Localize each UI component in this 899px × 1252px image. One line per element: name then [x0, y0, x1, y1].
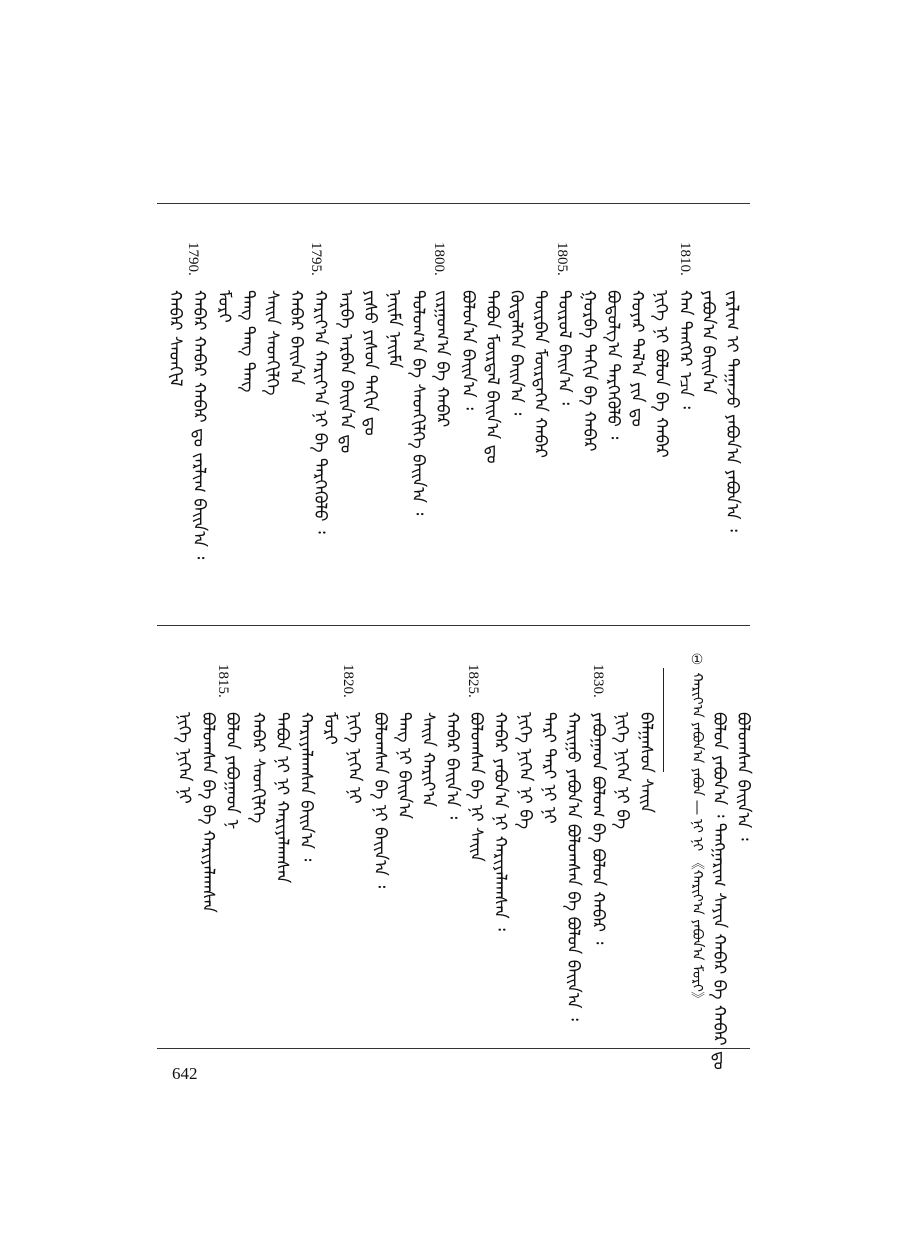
verse-line: ᠬᠠᠪᠠᠷ ᠰᠡᠳᠬᠢᠯ — [165, 290, 185, 387]
verse-line: ᠶᠢᠰᠦ ᠶᠢᠰᠦᠨ ᠳᠠᠬᠢᠨ ᠳᠤ — [360, 290, 380, 436]
verse-line: ᠰᠠᠢ᠌ᠨ ᠰᠡᠳᠬᠢᠯᠭᠡ — [262, 290, 282, 396]
line-number: 1830. — [590, 664, 606, 698]
footnote: ① ᠬᠠᠷᠢᠶ᠎ᠠ ᠶᠠᠪᠤᠨ᠎ᠠ ᠶᠠᠪᠤᠨ ― ᠨᠢ ᠨᠢ 《ᠬᠠᠷᠢᠶ᠎ᠠ ᠶᠠᠪᠤᠨ᠎ᠠ ᠮᠣᠷᠢ》 — [689, 652, 705, 1006]
verse-line: ᠪᠠᠯᠭᠠᠰᠤᠨ ᠰᠠᠢ᠌ᠨ — [636, 712, 656, 814]
verse-line: ᠪᠣᠯᠤᠨ᠎ᠠ ᠪᠠᠢ᠌ᠨ᠎ᠠ ᠄ — [458, 290, 478, 410]
footnote-divider — [663, 668, 664, 772]
verse-line: ᠵᠠᠷᠯᠢᠭ ᠢ ᠳᠠᠭᠠᠵᠤ ᠶᠠᠪᠤᠨ᠎ᠠ ᠶᠠᠪᠤᠨ᠎ᠠ ᠄ — [722, 290, 742, 532]
verse-line: ᠶᠠᠪᠤᠭᠠᠳ ᠪᠤᠯᠤᠭ ᠪᠠ ᠪᠤᠯᠤᠨ ᠬᠠᠪᠠᠷ ᠄ — [588, 712, 608, 945]
verse-line: ᠨᠢᠭᠡ ᠨᠢᠭᠡᠨ ᠨᠢ ᠪᠠ — [515, 712, 535, 830]
verse-line: ᠠᠷᠪᠠ ᠠᠷᠪᠠᠨ ᠪᠠᠢ᠌ᠨ᠎ᠠ ᠳᠤ — [336, 290, 356, 454]
line-number: 1825. — [465, 664, 481, 698]
verse-line: ᠨᠢᠭᠡ ᠨᠢᠭᠡᠨ ᠨᠢ — [174, 712, 194, 804]
line-number: 1800. — [431, 242, 447, 276]
verse-line: ᠲᠠᠷᠢ ᠲᠠᠷᠢ ᠨᠢ ᠨᠢ — [539, 712, 559, 824]
verse-line: ᠪᠣᠯᠤᠭᠰᠠᠨ ᠪᠠ ᠨᠢ ᠪᠠᠢ᠌ᠨ᠎ᠠ ᠄ — [370, 712, 390, 889]
verse-line: ᠰᠠᠢ᠌ᠨ ᠬᠠᠷᠢᠶ᠎ᠠ — [418, 712, 438, 807]
verse-line: ᠳᠥᠷᠪᠡᠨ ᠮᠥᠷᠳᠡᠭᠡᠨ ᠬᠠᠪᠠᠷ — [530, 290, 550, 458]
verse-line: ᠲᠥᠷᠥᠯ ᠪᠠᠢ᠌ᠨ᠎ᠠ ᠄ — [554, 290, 574, 406]
line-number: 1810. — [677, 242, 693, 276]
middle-rule — [157, 625, 750, 626]
verse-line: ᠬᠠᠪᠠᠷ ᠪᠠᠢ᠌ᠨ᠎ᠠ — [286, 290, 306, 385]
verse-line: ᠶᠠᠪᠤᠨ᠎ᠠ ᠪᠠᠢ᠌ᠨ᠎ᠠ — [698, 290, 718, 395]
verse-line: ᠮᠣᠷᠢ — [320, 712, 340, 745]
verse-line: ᠪᠣᠯᠤᠨ ᠶᠠᠪᠤᠨ᠎ᠠ ᠄ ᠲᠠᠩᠭᠠᠷᠢᠭ ᠰᠠᠶᠢᠨ ᠬᠠᠪᠠᠷ ᠪᠠ ᠬᠠᠪᠠᠷ ᠳᠤ — [709, 712, 729, 1070]
verse-line: ᠪᠣᠯᠤᠭᠰᠠᠨ ᠪᠠ ᠪᠠ ᠬᠠᠷᠢᠶᠠᠯᠠᠭᠰᠠᠨ — [198, 712, 218, 913]
top-rule — [157, 203, 750, 204]
verse-line: ᠬᠥᠳᠡᠯᠭᠡᠨ ᠪᠠᠢ᠌ᠨ᠎ᠠ ᠄ — [506, 290, 526, 416]
verse-line: ᠨᠢᠭᠡ ᠨᠢ ᠪᠤᠯᠤᠨ ᠪᠠ ᠬᠠᠪᠠᠷ — [651, 290, 671, 458]
verse-line: ᠬᠠᠷᠢᠶ᠎ᠠ ᠬᠠᠷᠢᠶ᠎ᠠ ᠨᠢ ᠪᠠ ᠲᠡᠷᠭᠡᠭᠦᠯᠦ ᠄ — [310, 290, 330, 534]
line-number: 1820. — [340, 664, 356, 698]
verse-line: ᠪᠣᠯᠤᠭᠰᠠᠨ ᠪᠠ ᠨᠢ ᠰᠠᠢ᠌ᠨ — [466, 712, 486, 862]
verse-line: ᠪᠣᠯᠤᠨ ᠶᠠᠪᠤᠭᠠᠳ ᠨ — [222, 712, 242, 830]
verse-line: ᠪᠣᠯᠤᠭᠰᠠᠨ ᠪᠠᠢ᠌ᠨ᠎ᠠ ᠄ — [733, 712, 753, 841]
verse-line: ᠬᠣᠶᠠᠷ ᠲᠠᠯ᠎ᠠ ᠶᠢᠨ ᠳᠤ — [627, 290, 647, 427]
verse-line: ᠲᠠᠩ ᠨᠢ ᠪᠠᠢ᠌ᠨ᠎ᠠ — [394, 712, 414, 820]
verse-line: ᠲᠠᠪᠤᠨ ᠮᠥᠷᠳᠡᠯ ᠪᠠᠢ᠌ᠨ᠎ᠠ ᠳᠤ — [482, 290, 502, 464]
page-number: 642 — [172, 1064, 198, 1083]
verse-line: ᠬᠠᠷᠢᠶᠠᠯᠠᠭᠰᠠᠨ ᠪᠠᠢ᠌ᠨ᠎ᠠ ᠄ — [296, 712, 316, 862]
verse-line: ᠭᠤᠷᠪᠠ ᠳᠠᠬᠢᠨ ᠪᠠ ᠬᠠᠪᠠᠷ — [579, 290, 599, 452]
verse-line: ᠬᠠᠷᠢᠭᠤ ᠶᠠᠪᠤᠨ᠎ᠠ ᠪᠣᠯᠤᠭᠰᠠᠨ ᠪᠠ ᠪᠣᠯᠤᠨ ᠪᠠᠢ᠌ᠨ᠎ᠠ ᠄ — [563, 712, 583, 1021]
line-number: 1790. — [185, 242, 201, 276]
line-number: 1795. — [308, 242, 324, 276]
verse-line: ᠨᠠᠢ᠌ᠮᠠ ᠨᠠᠢ᠌ᠮᠠ — [384, 290, 404, 369]
verse-line: ᠨᠢᠭᠡ ᠨᠢᠭᠡᠨ ᠨᠢ — [344, 712, 364, 804]
verse-line: ᠪᠣᠳᠣᠯᠭ᠎ᠠ ᠲᠡᠷᠭᠡᠭᠦᠯᠦ ᠄ — [603, 290, 623, 440]
line-number: 1815. — [215, 664, 231, 698]
verse-line: ᠲᠠᠩ ᠲᠠᠩ ᠲᠠᠩ — [238, 290, 258, 393]
verse-line: ᠨᠢᠭᠡ ᠨᠢᠭᠡᠨ ᠨᠢ ᠪᠠ — [612, 712, 632, 830]
bottom-rule — [157, 1048, 750, 1049]
verse-line: ᠳᠣᠯᠣᠭ᠎ᠠ ᠪᠠ ᠰᠡᠳᠬᠢᠯᠭᠡ ᠪᠠᠢ᠌ᠨ᠎ᠠ ᠄ — [408, 290, 428, 516]
verse-line: ᠬᠠᠪᠠᠷ ᠰᠡᠳᠬᠢᠯᠭᠡ — [248, 712, 268, 824]
verse-line: ᠬᠠᠪᠠᠷ ᠶᠠᠪᠤᠨ᠎ᠠ ᠨᠢ ᠬᠠᠷᠢᠶᠠᠯᠠᠭᠰᠠᠨ ᠄ — [490, 712, 510, 931]
verse-line: ᠮᠣᠷᠢ — [214, 290, 234, 323]
line-number: 1805. — [554, 242, 570, 276]
verse-line: ᠬᠠᠨ ᠲᠡᠩᠭᠡᠷ ᠡᠴᠡ ᠄ — [675, 290, 695, 410]
verse-line: ᠬᠠᠪᠠᠷ ᠬᠠᠪᠠᠷ ᠬᠠᠪᠠᠷ ᠳᠤ ᠵᠠᠷᠯᠢᠭ ᠪᠠᠢ᠌ᠨ᠎ᠠ ᠄ — [189, 290, 209, 560]
verse-line: ᠵᠢᠷᠭᠤᠭ᠎ᠠ ᠪᠠ ᠬᠠᠪᠠᠷ — [432, 290, 452, 428]
verse-line: ᠬᠠᠪᠠᠷ ᠪᠠᠢ᠌ᠨ᠎ᠠ ᠄ — [442, 712, 462, 820]
verse-line: ᠲᠠᠪᠤᠨ ᠨᠢ ᠨᠢ ᠬᠠᠷᠢᠶᠠᠯᠠᠭᠰᠠᠨ — [272, 712, 292, 884]
